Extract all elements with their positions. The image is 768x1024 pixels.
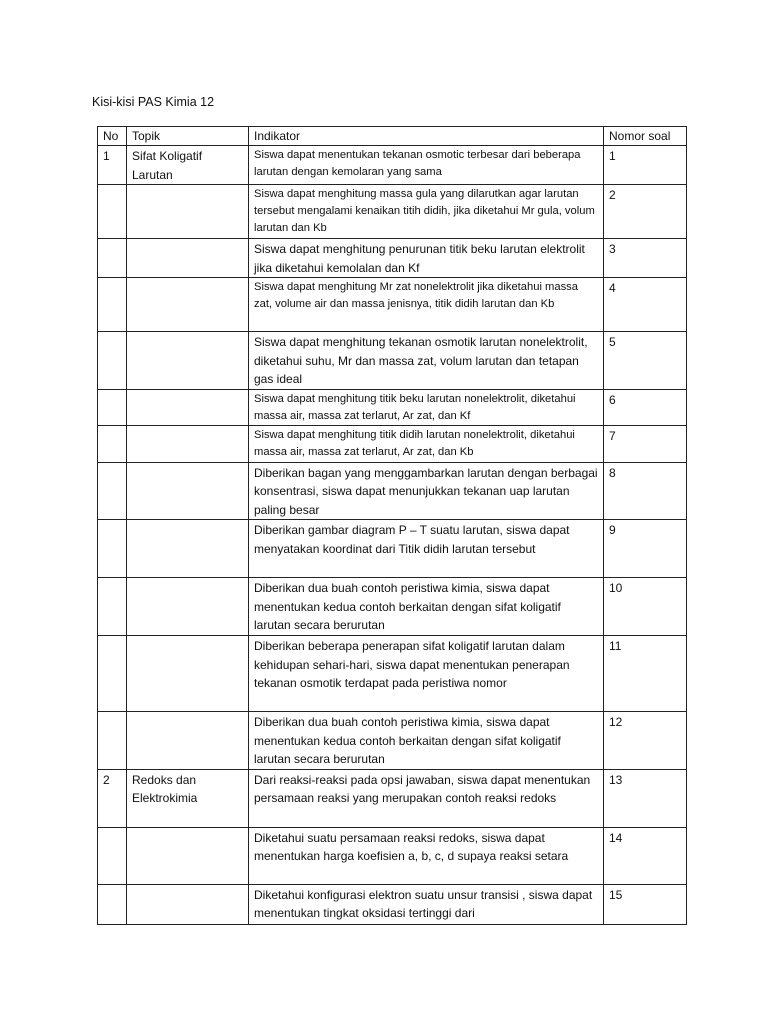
- cell-no: [98, 884, 127, 924]
- table-row: [98, 239, 687, 278]
- cell-topik: [127, 712, 249, 770]
- cell-nomor-soal: 3: [604, 239, 687, 278]
- table-row: [98, 389, 687, 425]
- table-row: [98, 712, 687, 770]
- cell-indikator: Diberikan bagan yang menggambarkan larutan dengan berbagai konsentrasi, siswa dapat menunjukkan tekanan uap larutan paling besar: [249, 462, 604, 520]
- cell-nomor-soal: 13: [604, 769, 687, 827]
- cell-topik: [127, 462, 249, 520]
- table-row: [98, 884, 687, 924]
- cell-nomor-soal: 10: [604, 578, 687, 636]
- cell-nomor-soal: 2: [604, 185, 687, 239]
- table-row: [98, 332, 687, 390]
- cell-nomor-soal: 11: [604, 636, 687, 712]
- header-topik: Topik: [127, 127, 249, 146]
- cell-topik: [127, 636, 249, 712]
- cell-nomor-soal: 9: [604, 520, 687, 578]
- cell-no: [98, 636, 127, 712]
- cell-topik: [127, 239, 249, 278]
- cell-no: [98, 332, 127, 390]
- cell-nomor-soal: 1: [604, 146, 687, 185]
- cell-no: [98, 712, 127, 770]
- table-row: [98, 185, 687, 239]
- cell-indikator: Siswa dapat menentukan tekanan osmotic terbesar dari beberapa larutan dengan kemolaran yang sama: [249, 146, 604, 185]
- cell-indikator: Diberikan gambar diagram P – T suatu larutan, siswa dapat menyatakan koordinat dari Titik didih larutan tersebut: [249, 520, 604, 578]
- cell-topik: [127, 389, 249, 425]
- cell-indikator: Siswa dapat menghitung Mr zat nonelektrolit jika diketahui massa zat, volume air dan massa jenisnya, titik didih larutan dan Kb: [249, 278, 604, 332]
- header-indikator: Indikator: [249, 127, 604, 146]
- cell-topik: [127, 185, 249, 239]
- cell-no: [98, 185, 127, 239]
- table-row: [98, 146, 687, 185]
- header-no: No: [98, 127, 127, 146]
- cell-indikator: Diketahui konfigurasi elektron suatu unsur transisi , siswa dapat menentukan tingkat oksidasi tertinggi dari: [249, 884, 604, 924]
- table-row: [98, 636, 687, 712]
- kisi-kisi-table: [97, 126, 687, 925]
- cell-indikator: Dari reaksi-reaksi pada opsi jawaban, siswa dapat menentukan persamaan reaksi yang merupakan contoh reaksi redoks: [249, 769, 604, 827]
- cell-topik: Sifat Koligatif Larutan: [127, 146, 249, 185]
- table-row: [98, 578, 687, 636]
- cell-topik: [127, 827, 249, 884]
- cell-indikator: Siswa dapat menghitung titik beku larutan nonelektrolit, diketahui massa air, massa zat terlarut, Ar zat, dan Kf: [249, 389, 604, 425]
- cell-nomor-soal: 15: [604, 884, 687, 924]
- cell-topik: [127, 520, 249, 578]
- cell-topik: [127, 578, 249, 636]
- cell-topik: [127, 425, 249, 462]
- cell-no: [98, 462, 127, 520]
- cell-indikator: Diberikan dua buah contoh peristiwa kimia, siswa dapat menentukan kedua contoh berkaitan dengan sifat koligatif larutan secara berurutan: [249, 712, 604, 770]
- cell-topik: [127, 884, 249, 924]
- table-row: [98, 425, 687, 462]
- cell-no: [98, 425, 127, 462]
- cell-no: [98, 389, 127, 425]
- cell-indikator: Diketahui suatu persamaan reaksi redoks, siswa dapat menentukan harga koefisien a, b, c, d supaya reaksi setara: [249, 827, 604, 884]
- cell-nomor-soal: 14: [604, 827, 687, 884]
- cell-nomor-soal: 8: [604, 462, 687, 520]
- cell-no: 1: [98, 146, 127, 185]
- cell-indikator: Siswa dapat menghitung tekanan osmotik larutan nonelektrolit, diketahui suhu, Mr dan massa zat, volum larutan dan tetapan gas ideal: [249, 332, 604, 390]
- cell-indikator: Diberikan beberapa penerapan sifat koligatif larutan dalam kehidupan sehari-hari, siswa dapat menentukan penerapan tekanan osmotik terdapat pada peristiwa nomor: [249, 636, 604, 712]
- cell-indikator: Siswa dapat menghitung titik didih larutan nonelektrolit, diketahui massa air, massa zat terlarut, Ar zat, dan Kb: [249, 425, 604, 462]
- cell-nomor-soal: 5: [604, 332, 687, 390]
- cell-no: [98, 578, 127, 636]
- cell-topik: [127, 332, 249, 390]
- cell-nomor-soal: 6: [604, 389, 687, 425]
- cell-no: [98, 520, 127, 578]
- cell-no: [98, 278, 127, 332]
- cell-nomor-soal: 4: [604, 278, 687, 332]
- cell-no: [98, 239, 127, 278]
- table-row: [98, 827, 687, 884]
- table-row: [98, 278, 687, 332]
- cell-indikator: Diberikan dua buah contoh peristiwa kimia, siswa dapat menentukan kedua contoh berkaitan dengan sifat koligatif larutan secara berurutan: [249, 578, 604, 636]
- page-title: Kisi-kisi PAS Kimia 12: [92, 95, 215, 109]
- table-row: [98, 520, 687, 578]
- header-nomor-soal: Nomor soal: [604, 127, 687, 146]
- cell-indikator: Siswa dapat menghitung massa gula yang dilarutkan agar larutan tersebut mengalami kenaikan titih didih, jika diketahui Mr gula, volum larutan dan Kb: [249, 185, 604, 239]
- cell-nomor-soal: 7: [604, 425, 687, 462]
- table-header-row: [98, 127, 687, 146]
- cell-no: [98, 827, 127, 884]
- table-row: [98, 462, 687, 520]
- cell-nomor-soal: 12: [604, 712, 687, 770]
- cell-no: 2: [98, 769, 127, 827]
- table-row: [98, 769, 687, 827]
- cell-indikator: Siswa dapat menghitung penurunan titik beku larutan elektrolit jika diketahui kemolalan dan Kf: [249, 239, 604, 278]
- cell-topik: Redoks dan Elektrokimia: [127, 769, 249, 827]
- cell-topik: [127, 278, 249, 332]
